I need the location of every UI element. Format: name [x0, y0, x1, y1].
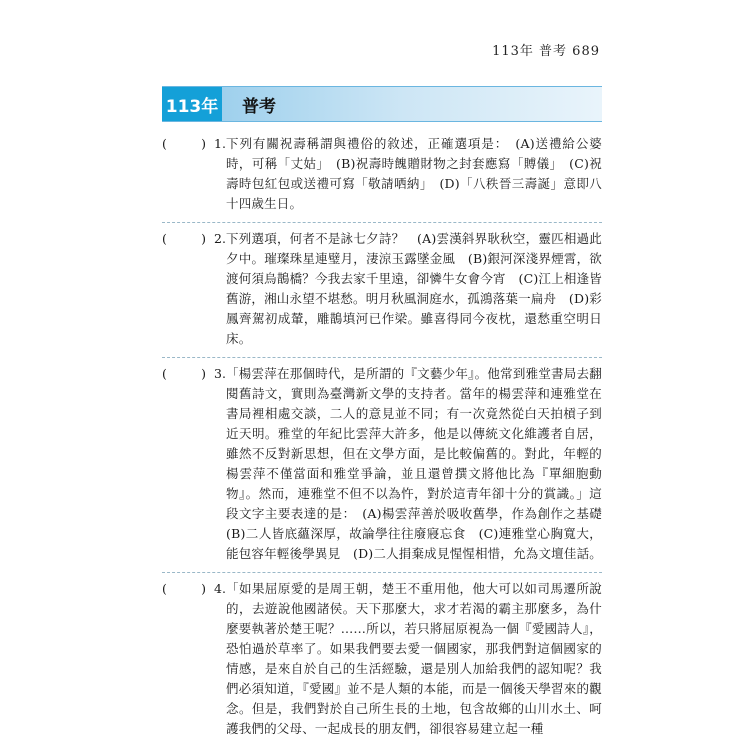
question-text: 「楊雲萍在那個時代，是所謂的『文藝少年』。他常到雅堂書局去翻閱舊詩文，實則為臺灣新文學的支持者。當年的楊雲萍和連雅堂在書局裡相處交談，二人的意見並不同；有一次竟然從白天拍槓子到近天明。雅堂的年紀比雲萍大許多，他是以傳統文化維護者自居，雖然不反對新思想，但在文學方面，是比較偏舊的。對此，年輕的楊雲萍不僅當面和雅堂爭論，並且還曾撰文將他比為『單細胞動物』。然而，連雅堂不但不以為忤，對於這青年卻十分的賞識。」這段文字主要表達的是： (A)楊雲萍善於吸收舊學，作為創作之基礎 (B)二人皆底蘊深厚，故論學往往廢寢忘食 (C)連雅堂心胸寬大，能包容年輕後學異見 (D)二人捐棄成見惺惺相惜，允為文壇佳話。	[226, 366, 615, 561]
answer-blank	[162, 364, 206, 384]
question-list	[162, 128, 615, 747]
running-header: 113年 普考 689	[492, 44, 600, 59]
question-1	[162, 128, 602, 223]
banner-title: 普考	[242, 96, 276, 117]
open-paren: (	[162, 581, 167, 596]
open-paren: (	[162, 366, 167, 381]
question-text: 下列有關祝壽稱謂與禮俗的敘述，正確選項是： (A)送禮給公婆時，可稱「丈姑」 (B)祝壽時餽贈財物之封套應寫「賻儀」 (C)祝壽時包紅包或送禮可寫「敬請哂納」 (D)「八秩晉三壽誕」意即八十四歲生日。	[226, 136, 602, 211]
close-paren: )	[201, 581, 206, 596]
question-number: 1.	[214, 136, 226, 151]
section-banner	[162, 86, 602, 122]
answer-blank	[162, 134, 206, 154]
close-paren: )	[201, 231, 206, 246]
answer-blank	[162, 579, 206, 599]
question-number: 2.	[214, 231, 226, 246]
open-paren: (	[162, 231, 167, 246]
question-number: 4.	[214, 581, 226, 596]
answer-blank	[162, 229, 206, 249]
question-4	[162, 573, 602, 747]
close-paren: )	[201, 366, 206, 381]
question-2	[162, 223, 602, 358]
question-text: 「如果屈原愛的是周王朝，楚王不重用他，他大可以如司馬遷所說的，去遊說他國諸侯。天下那麼大，求才若渴的霸主那麼多，為什麼要執著於楚王呢？……所以，若只將屈原視為一個『愛國詩人』，恐怕過於草率了。如果我們要去愛一個國家，那我們對這個國家的情感，是來自於自己的生活經驗，還是別人加給我們的認知呢？我們必須知道，『愛國』並不是人類的本能，而是一個後天學習來的觀念。但是，我們對於自己所生長的土地，包含故鄉的山川水土、呵護我們的父母、一起成長的朋友們，卻很容易建立起一種	[226, 581, 602, 736]
banner-year: 113年	[162, 87, 222, 121]
question-text: 下列選項，何者不是詠七夕詩？ (A)雲漢斜界耿秋空，靈匹相過此夕中。璀璨珠星連璧月，淒涼玉露墜金風 (B)銀河深淺界煙霄，欲渡何須烏鵲橋？今我去家千里遠，卻憐牛女會今宵 (C)江上相逢皆舊游，湘山永望不堪愁。明月秋風洞庭水，孤鴻落葉一扁舟 (D)彩鳳齊駕初成輦，雕鵲填河已作梁。雖喜得同今夜枕，還愁重空明日床。	[226, 231, 602, 346]
open-paren: (	[162, 136, 167, 151]
close-paren: )	[201, 136, 206, 151]
question-number: 3.	[214, 366, 226, 381]
question-3	[162, 358, 615, 573]
